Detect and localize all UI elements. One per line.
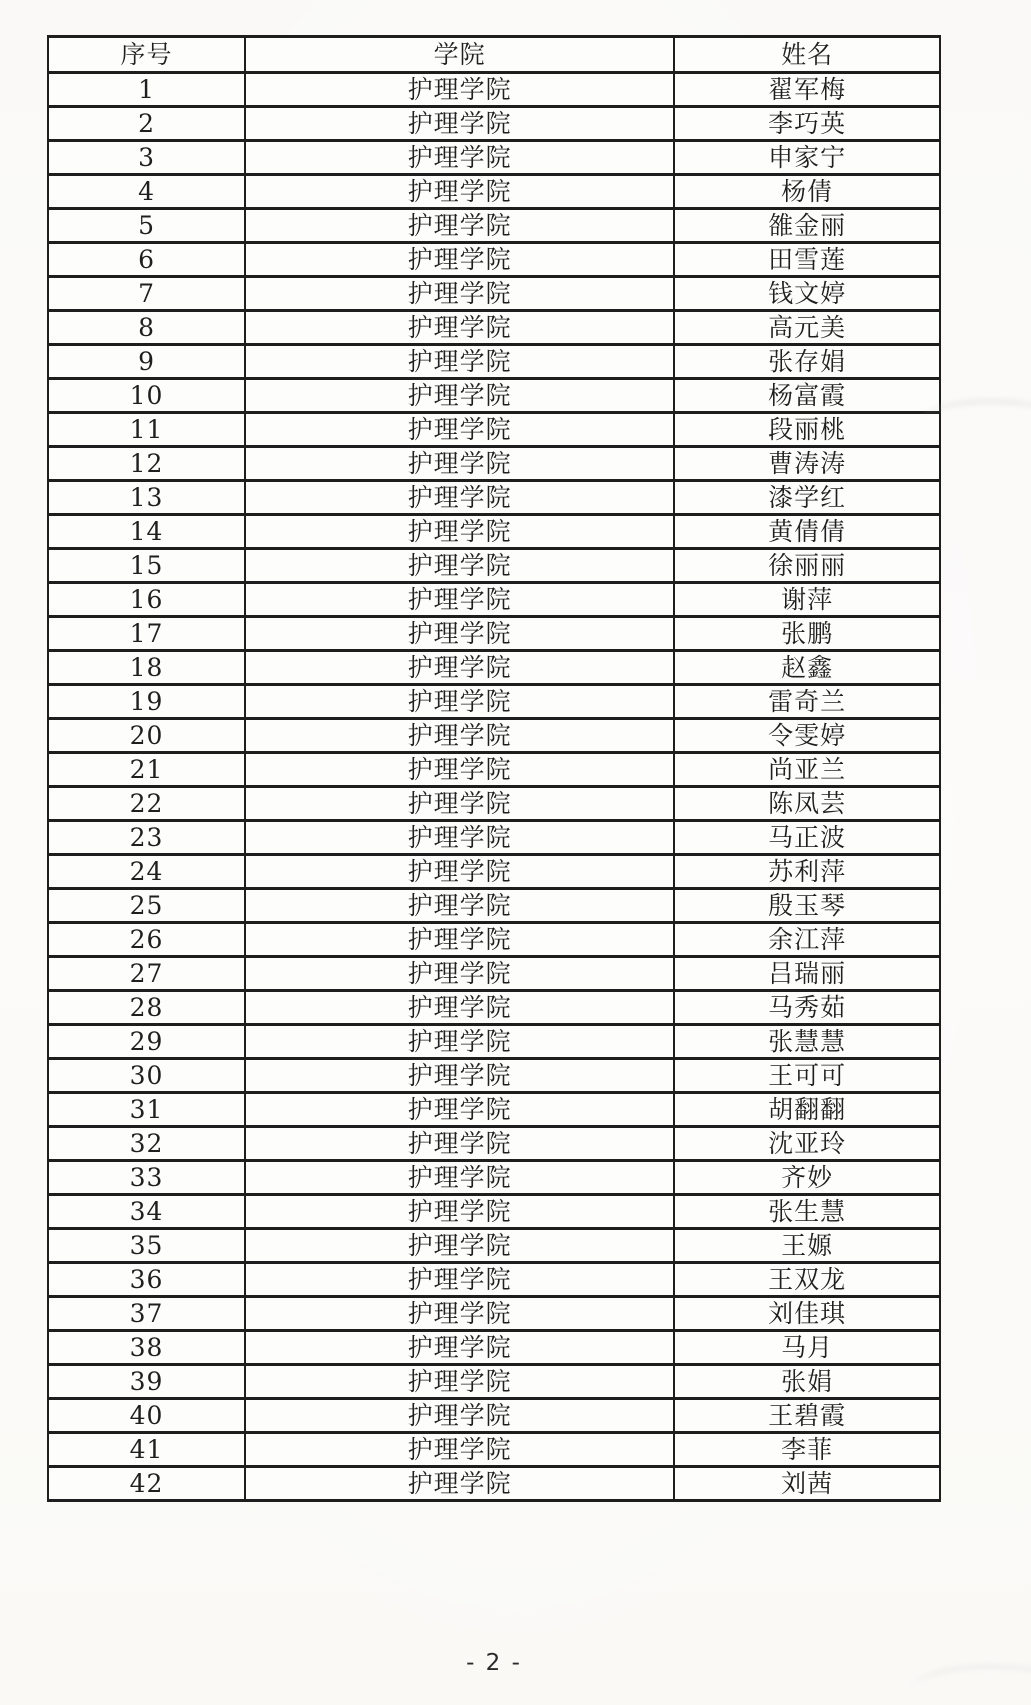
table-row (48, 685, 940, 719)
row-number-cell: 36 (48, 1263, 245, 1297)
row-number-cell: 32 (48, 1127, 245, 1161)
college-cell: 护理学院 (245, 617, 674, 651)
college-cell: 护理学院 (245, 1433, 674, 1467)
row-number-cell: 40 (48, 1399, 245, 1433)
table-row (48, 889, 940, 923)
college-cell: 护理学院 (245, 73, 674, 107)
row-number-cell: 29 (48, 1025, 245, 1059)
college-cell: 护理学院 (245, 107, 674, 141)
name-cell: 杨倩 (674, 175, 940, 209)
table-row (48, 1161, 940, 1195)
college-cell: 护理学院 (245, 719, 674, 753)
table-row (48, 1127, 940, 1161)
college-cell: 护理学院 (245, 1127, 674, 1161)
row-number-cell: 18 (48, 651, 245, 685)
header-row (48, 37, 940, 73)
name-cell: 王可可 (674, 1059, 940, 1093)
row-number-cell: 7 (48, 277, 245, 311)
table-row (48, 175, 940, 209)
table-row (48, 753, 940, 787)
table-row (48, 413, 940, 447)
table-row (48, 345, 940, 379)
row-number-cell: 1 (48, 73, 245, 107)
college-cell: 护理学院 (245, 991, 674, 1025)
row-number-cell: 11 (48, 413, 245, 447)
name-cell: 沈亚玲 (674, 1127, 940, 1161)
row-number-cell: 10 (48, 379, 245, 413)
table-row (48, 1331, 940, 1365)
table-row (48, 617, 940, 651)
table-row (48, 1195, 940, 1229)
table-row (48, 107, 940, 141)
name-cell: 苏利萍 (674, 855, 940, 889)
table-row (48, 481, 940, 515)
header-cell-number: 序号 (48, 37, 245, 73)
name-cell: 胡翻翻 (674, 1093, 940, 1127)
row-number-cell: 13 (48, 481, 245, 515)
name-cell: 马月 (674, 1331, 940, 1365)
row-number-cell: 2 (48, 107, 245, 141)
row-number-cell: 12 (48, 447, 245, 481)
college-cell: 护理学院 (245, 651, 674, 685)
name-cell: 刘茜 (674, 1467, 940, 1501)
name-cell: 田雪莲 (674, 243, 940, 277)
row-number-cell: 24 (48, 855, 245, 889)
row-number-cell: 42 (48, 1467, 245, 1501)
table-row (48, 787, 940, 821)
table-row (48, 311, 940, 345)
row-number-cell: 25 (48, 889, 245, 923)
name-cell: 王碧霞 (674, 1399, 940, 1433)
table-row (48, 1093, 940, 1127)
row-number-cell: 4 (48, 175, 245, 209)
table-row (48, 243, 940, 277)
name-cell: 齐妙 (674, 1161, 940, 1195)
row-number-cell: 22 (48, 787, 245, 821)
page-number: - 2 - (466, 1650, 522, 1676)
row-number-cell: 15 (48, 549, 245, 583)
table-row (48, 957, 940, 991)
name-cell: 张娟 (674, 1365, 940, 1399)
header-cell-college: 学院 (245, 37, 674, 73)
row-number-cell: 23 (48, 821, 245, 855)
table-row (48, 1025, 940, 1059)
table-row (48, 1059, 940, 1093)
name-cell: 张生慧 (674, 1195, 940, 1229)
name-cell: 尚亚兰 (674, 753, 940, 787)
name-cell: 刘佳琪 (674, 1297, 940, 1331)
college-cell: 护理学院 (245, 379, 674, 413)
name-cell: 马秀茹 (674, 991, 940, 1025)
college-cell: 护理学院 (245, 685, 674, 719)
name-cell: 曹涛涛 (674, 447, 940, 481)
table-row (48, 719, 940, 753)
name-cell: 李菲 (674, 1433, 940, 1467)
row-number-cell: 3 (48, 141, 245, 175)
name-cell: 杨富霞 (674, 379, 940, 413)
roster-table-body (48, 73, 940, 1501)
name-cell: 钱文婷 (674, 277, 940, 311)
name-cell: 段丽桃 (674, 413, 940, 447)
college-cell: 护理学院 (245, 1331, 674, 1365)
name-cell: 王嫄 (674, 1229, 940, 1263)
college-cell: 护理学院 (245, 1467, 674, 1501)
table-row (48, 1229, 940, 1263)
table-row (48, 923, 940, 957)
row-number-cell: 28 (48, 991, 245, 1025)
row-number-cell: 41 (48, 1433, 245, 1467)
table-row (48, 141, 940, 175)
name-cell: 申家宁 (674, 141, 940, 175)
name-cell: 殷玉琴 (674, 889, 940, 923)
college-cell: 护理学院 (245, 1229, 674, 1263)
college-cell: 护理学院 (245, 141, 674, 175)
name-cell: 高元美 (674, 311, 940, 345)
college-cell: 护理学院 (245, 243, 674, 277)
name-cell: 李巧英 (674, 107, 940, 141)
name-cell: 马正波 (674, 821, 940, 855)
college-cell: 护理学院 (245, 175, 674, 209)
table-row (48, 821, 940, 855)
college-cell: 护理学院 (245, 481, 674, 515)
row-number-cell: 30 (48, 1059, 245, 1093)
name-cell: 令雯婷 (674, 719, 940, 753)
table-row (48, 1467, 940, 1501)
table-row (48, 277, 940, 311)
row-number-cell: 9 (48, 345, 245, 379)
name-cell: 陈凤芸 (674, 787, 940, 821)
row-number-cell: 19 (48, 685, 245, 719)
college-cell: 护理学院 (245, 923, 674, 957)
college-cell: 护理学院 (245, 1025, 674, 1059)
row-number-cell: 8 (48, 311, 245, 345)
college-cell: 护理学院 (245, 515, 674, 549)
college-cell: 护理学院 (245, 1161, 674, 1195)
row-number-cell: 39 (48, 1365, 245, 1399)
name-cell: 张存娟 (674, 345, 940, 379)
table-row (48, 1399, 940, 1433)
row-number-cell: 27 (48, 957, 245, 991)
table-row (48, 1365, 940, 1399)
header-cell-name: 姓名 (674, 37, 940, 73)
table-row (48, 991, 940, 1025)
college-cell: 护理学院 (245, 209, 674, 243)
table-row (48, 73, 940, 107)
college-cell: 护理学院 (245, 753, 674, 787)
college-cell: 护理学院 (245, 1263, 674, 1297)
college-cell: 护理学院 (245, 957, 674, 991)
name-cell: 雒金丽 (674, 209, 940, 243)
college-cell: 护理学院 (245, 345, 674, 379)
name-cell: 王双龙 (674, 1263, 940, 1297)
row-number-cell: 5 (48, 209, 245, 243)
table-row (48, 515, 940, 549)
name-cell: 徐丽丽 (674, 549, 940, 583)
table-row (48, 583, 940, 617)
row-number-cell: 14 (48, 515, 245, 549)
row-number-cell: 33 (48, 1161, 245, 1195)
roster-table-header (48, 37, 940, 73)
row-number-cell: 16 (48, 583, 245, 617)
table-row (48, 1297, 940, 1331)
college-cell: 护理学院 (245, 821, 674, 855)
row-number-cell: 17 (48, 617, 245, 651)
table-row (48, 651, 940, 685)
table-row (48, 379, 940, 413)
college-cell: 护理学院 (245, 583, 674, 617)
college-cell: 护理学院 (245, 311, 674, 345)
college-cell: 护理学院 (245, 1195, 674, 1229)
roster-table (47, 35, 941, 1502)
name-cell: 漆学红 (674, 481, 940, 515)
row-number-cell: 38 (48, 1331, 245, 1365)
college-cell: 护理学院 (245, 1093, 674, 1127)
name-cell: 翟军梅 (674, 73, 940, 107)
name-cell: 谢萍 (674, 583, 940, 617)
college-cell: 护理学院 (245, 413, 674, 447)
table-row (48, 209, 940, 243)
college-cell: 护理学院 (245, 855, 674, 889)
row-number-cell: 35 (48, 1229, 245, 1263)
name-cell: 雷奇兰 (674, 685, 940, 719)
table-row (48, 855, 940, 889)
row-number-cell: 6 (48, 243, 245, 277)
college-cell: 护理学院 (245, 1297, 674, 1331)
table-row (48, 549, 940, 583)
table-row (48, 447, 940, 481)
table-row (48, 1263, 940, 1297)
name-cell: 赵鑫 (674, 651, 940, 685)
college-cell: 护理学院 (245, 787, 674, 821)
college-cell: 护理学院 (245, 447, 674, 481)
row-number-cell: 21 (48, 753, 245, 787)
table-row (48, 1433, 940, 1467)
college-cell: 护理学院 (245, 889, 674, 923)
row-number-cell: 37 (48, 1297, 245, 1331)
college-cell: 护理学院 (245, 1059, 674, 1093)
name-cell: 余江萍 (674, 923, 940, 957)
college-cell: 护理学院 (245, 549, 674, 583)
row-number-cell: 34 (48, 1195, 245, 1229)
name-cell: 黄倩倩 (674, 515, 940, 549)
college-cell: 护理学院 (245, 277, 674, 311)
name-cell: 张慧慧 (674, 1025, 940, 1059)
college-cell: 护理学院 (245, 1365, 674, 1399)
name-cell: 吕瑞丽 (674, 957, 940, 991)
row-number-cell: 31 (48, 1093, 245, 1127)
college-cell: 护理学院 (245, 1399, 674, 1433)
row-number-cell: 20 (48, 719, 245, 753)
name-cell: 张鹏 (674, 617, 940, 651)
row-number-cell: 26 (48, 923, 245, 957)
